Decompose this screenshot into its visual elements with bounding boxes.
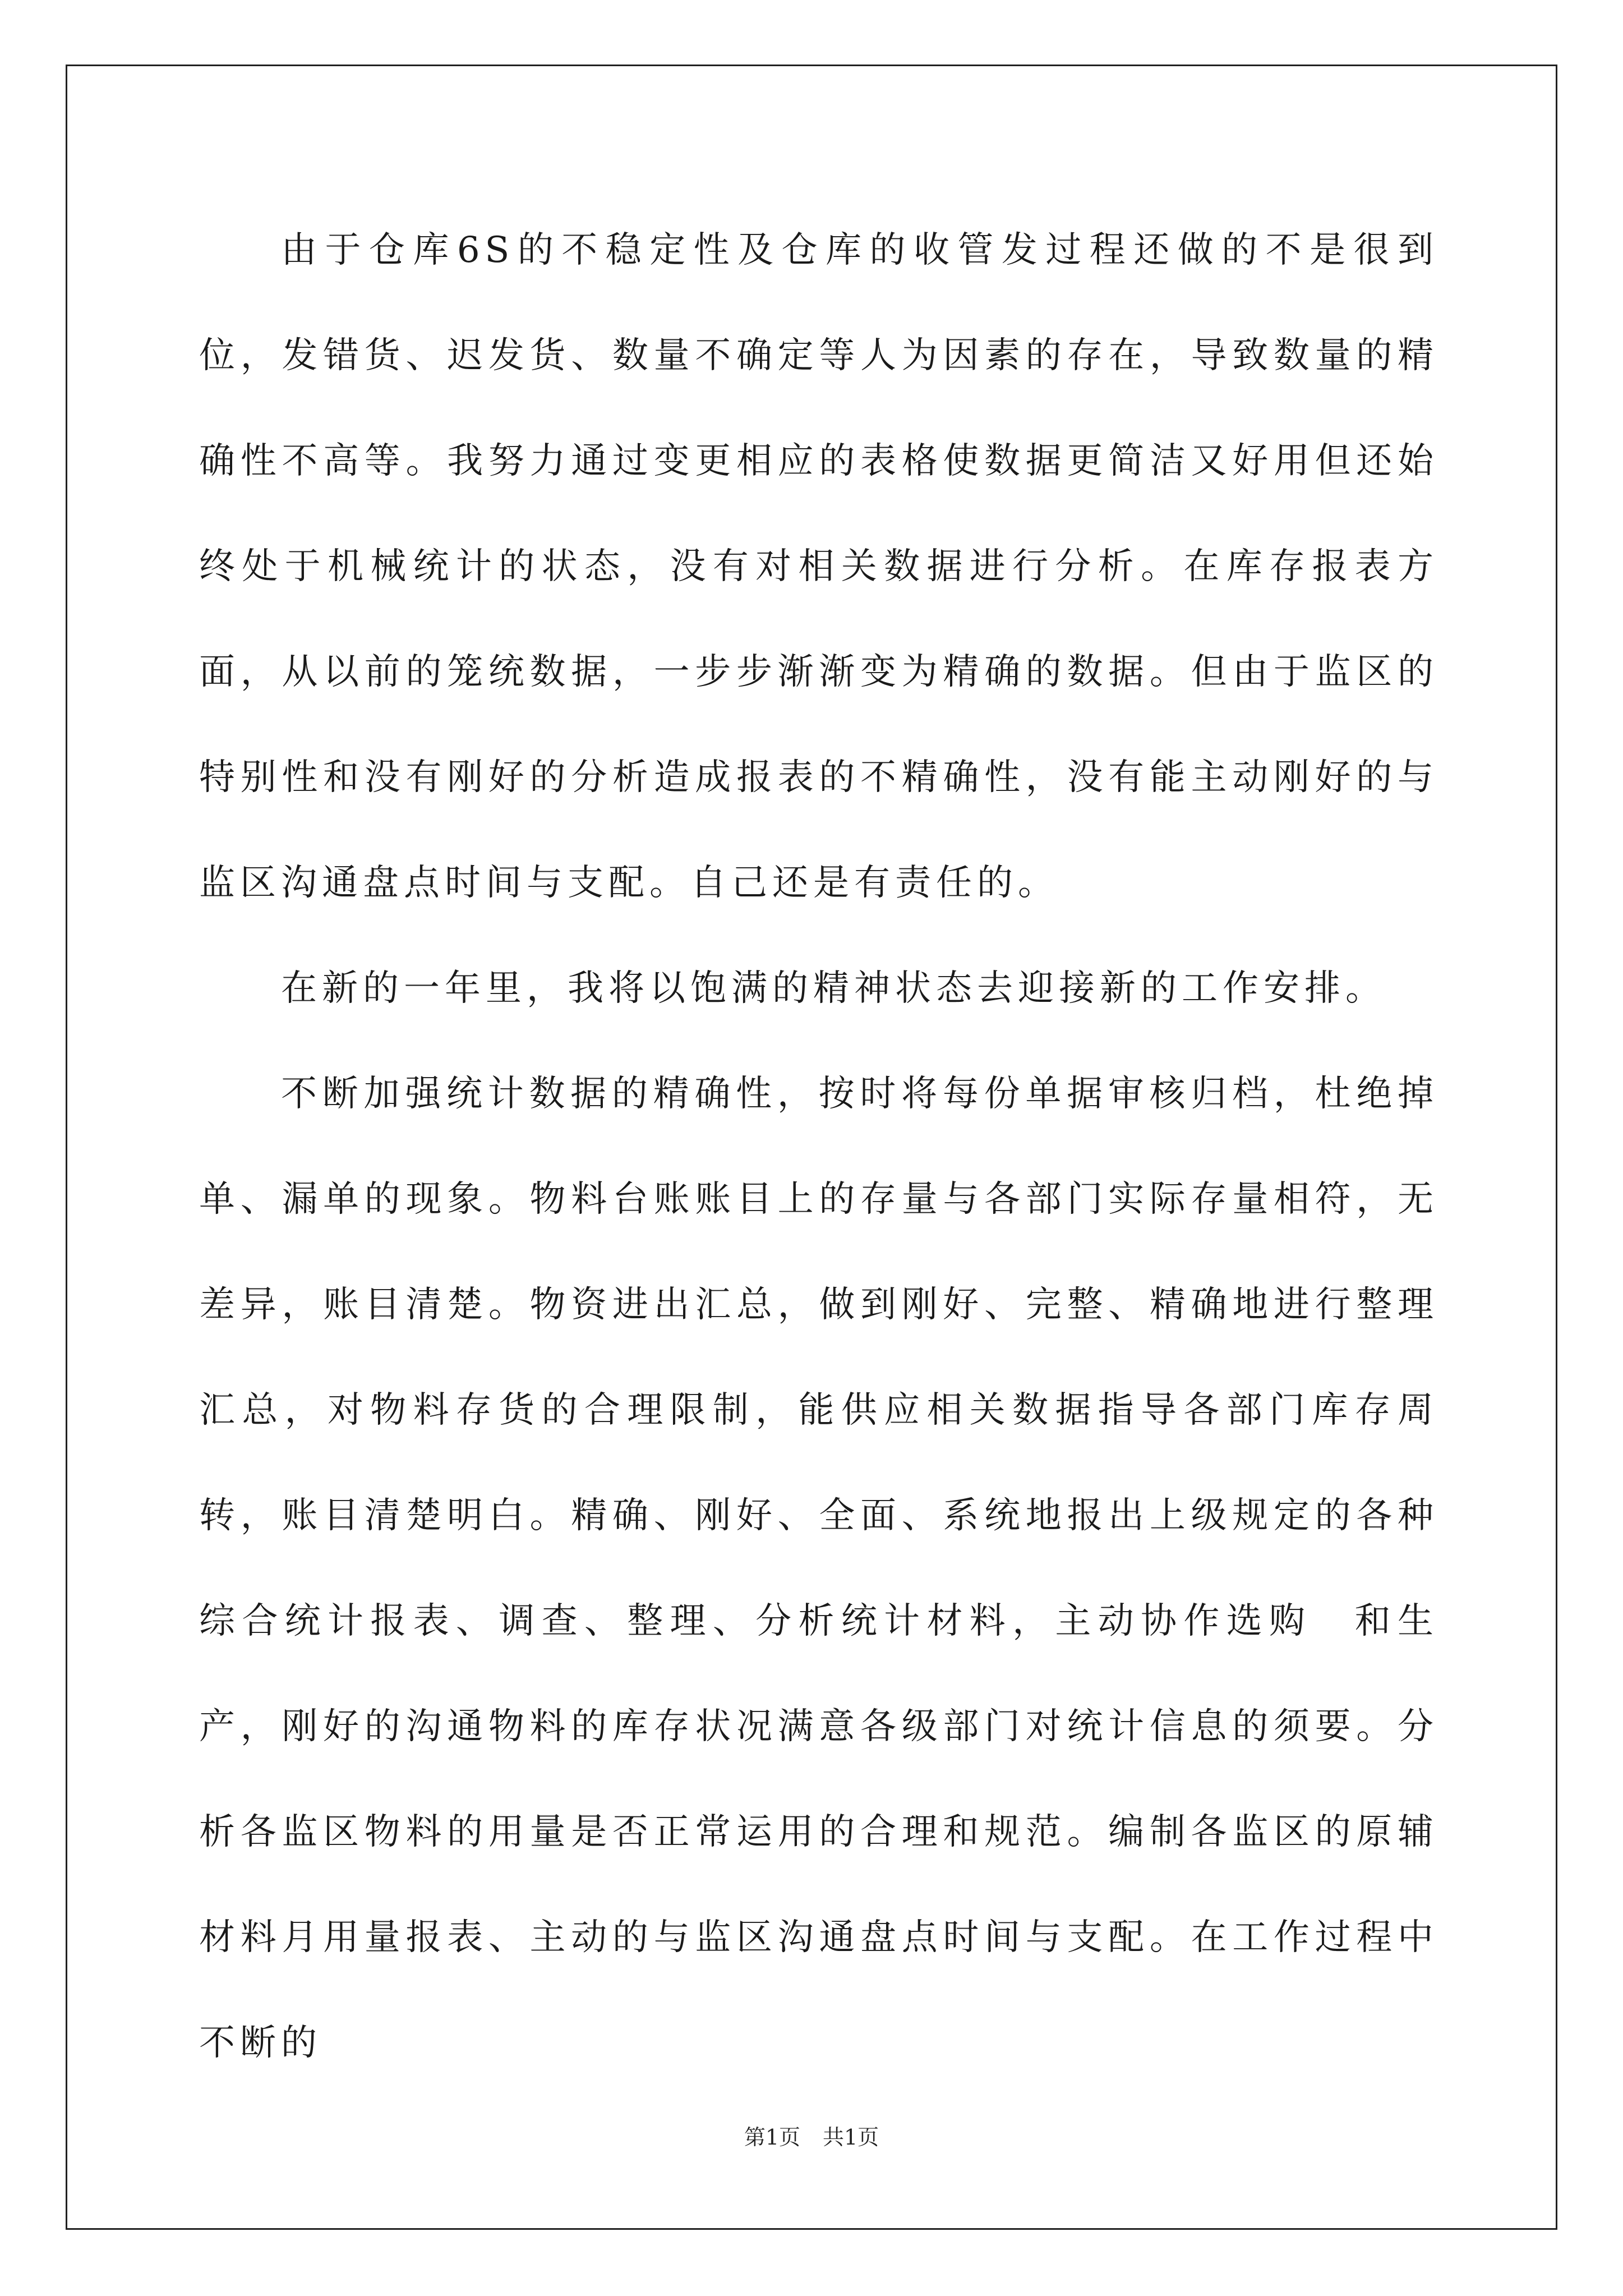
page-total: 共1页 [823, 2125, 879, 2150]
page-footer [0, 2123, 1623, 2151]
page-number: 第1页 [744, 2125, 800, 2150]
paragraph-2: 在新的一年里，我将以饱满的精神状态去迎接新的工作安排。 [281, 968, 1386, 1009]
paragraph-1: 由于仓库6S的不稳定性及仓库的收管发过程还做的不是很到位，发错货、迟发货、数量不确定等人为因素的存在，导致数量的精确性不高等。我努力通过变更相应的表格使数据更简洁又好用但还始终处于机械统计的状态，没有对相关数据进行分析。在库存报表方面，从以前的笼统数据，一步步渐渐变为精确的数据。但由于监区的特别性和没有刚好的分析造成报表的不精确性，没有能主动刚好的与监区沟通盘点时间与支配。自己还是有责任的。 [199, 229, 1438, 904]
paragraph-3: 不断加强统计数据的精确性，按时将每份单据审核归档，杜绝掉单、漏单的现象。物料台账账目上的存量与各部门实际存量相符，无差异，账目清楚。物资进出汇总，做到刚好、完整、精确地进行整理汇总，对物料存货的合理限制，能供应相关数据指导各部门库存周转，账目清楚明白。精确、刚好、全面、系统地报出上级规定的各种综合统计报表、调查、整理、分析统计材料，主动协作选购 和生产，刚好的沟通物料的库存状况满意各级部门对统计信息的须要。分析各监区物料的用量是否正常运用的合理和规范。编制各监区的原辅材料月用量报表、主动的与监区沟通盘点时间与支配。在工作过程中不断的 [199, 1073, 1438, 2064]
document-body [199, 197, 1438, 2096]
